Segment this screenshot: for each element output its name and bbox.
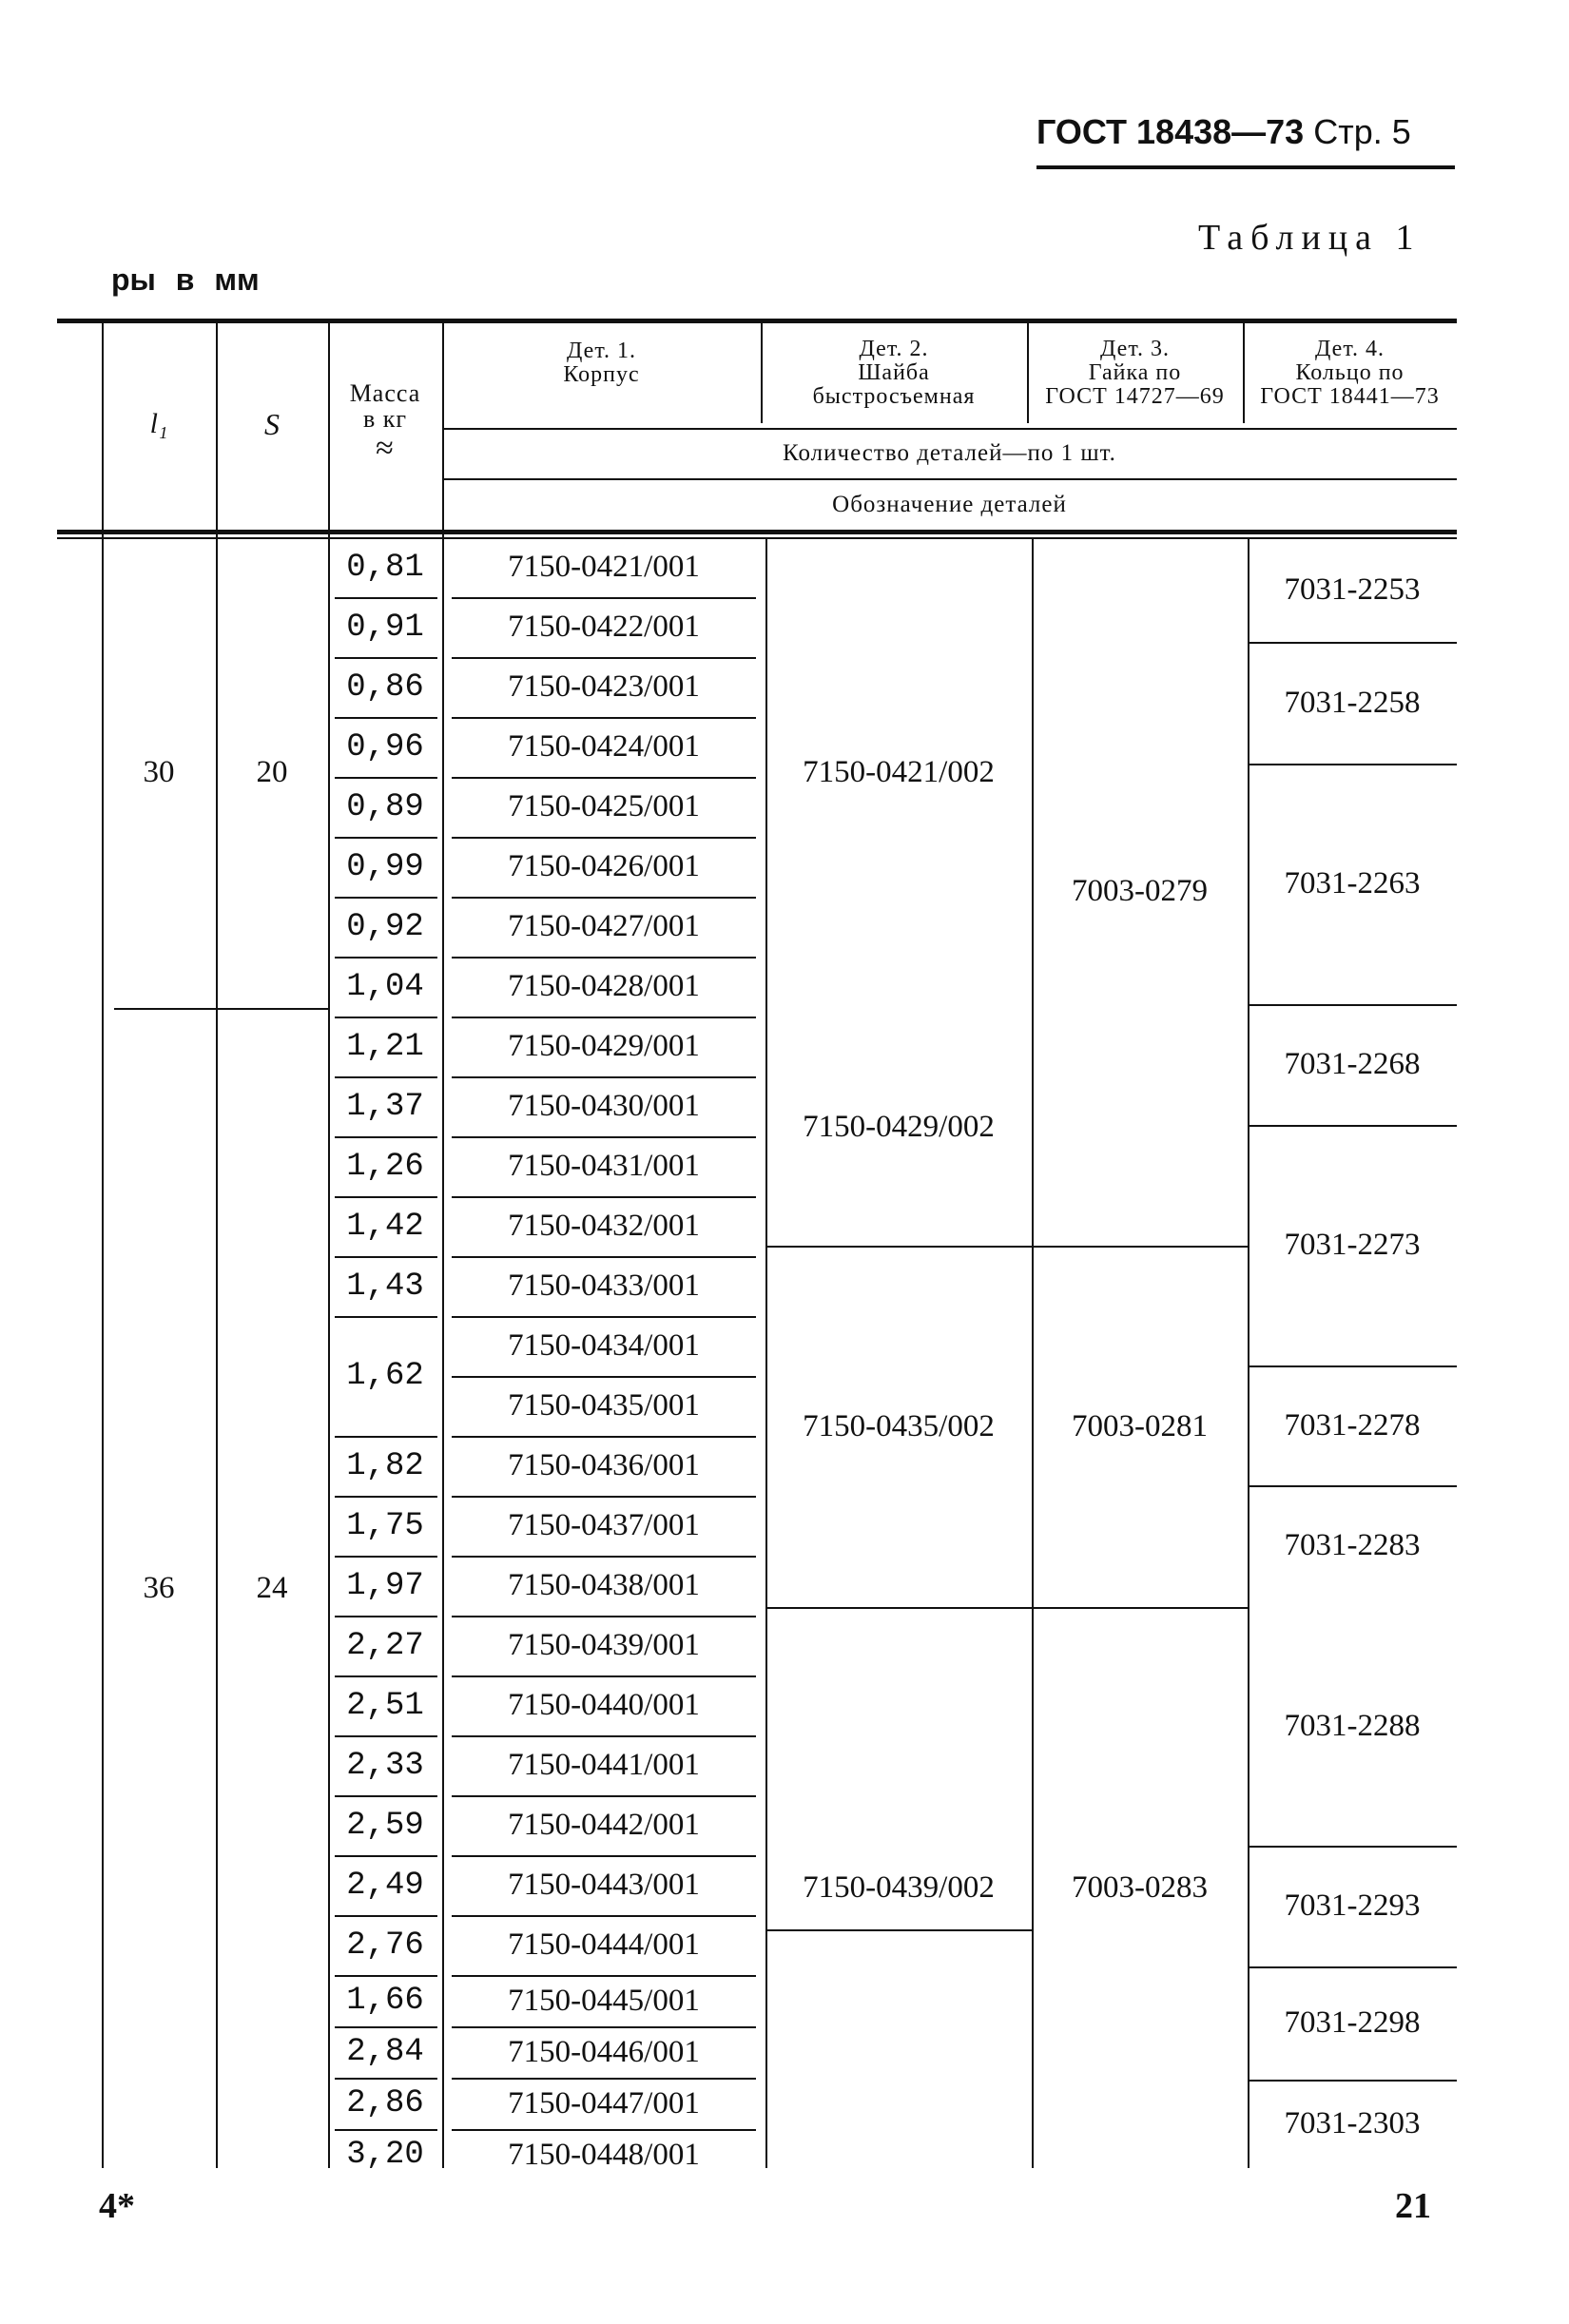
mass-cell: 1,62 (346, 1358, 424, 1394)
body-cell: 7150-0443/001 (508, 1868, 700, 1902)
mass-cell: 0,91 (346, 609, 424, 646)
mass-cell: 2,84 (346, 2034, 424, 2070)
nut-value: 7003-0279 (1072, 874, 1208, 908)
ring-value: 7031-2253 (1284, 571, 1421, 607)
group-l1: 36 (143, 1570, 175, 1605)
table-label: Таблица 1 (1198, 218, 1422, 258)
body-cell: 7150-0440/001 (508, 1688, 700, 1722)
ring-value: 7031-2288 (1284, 1708, 1421, 1743)
mass-header-approx: ≈ (376, 431, 395, 467)
washer-value: 7150-0429/002 (803, 1109, 995, 1144)
ring-value: 7031-2268 (1284, 1047, 1421, 1081)
mass-cell: 1,04 (346, 968, 424, 1005)
col-header-mass (328, 366, 442, 480)
body-cell: 7150-0446/001 (508, 2034, 700, 2069)
mass-cell: 0,86 (346, 668, 424, 706)
mass-cell: 1,37 (346, 1088, 424, 1125)
det1-header-line1: Дет. 1. (567, 339, 636, 363)
mass-cell: 2,33 (346, 1747, 424, 1784)
mass-cell: 2,76 (346, 1927, 424, 1964)
mass-cell: 1,43 (346, 1268, 424, 1305)
body-cell: 7150-0437/001 (508, 1508, 700, 1542)
det4-header-line1: Дет. 4. (1315, 337, 1385, 361)
ring-value: 7031-2303 (1284, 2106, 1421, 2140)
ring-value: 7031-2278 (1284, 1407, 1421, 1443)
mass-cell: 0,96 (346, 728, 424, 765)
mass-cell: 1,82 (346, 1447, 424, 1484)
mass-cell: 1,75 (346, 1507, 424, 1544)
page-number: Стр. 5 (1313, 112, 1411, 151)
body-cell: 7150-0421/001 (508, 550, 700, 584)
quantity-row: Количество деталей—по 1 шт. (783, 440, 1116, 466)
mass-cell: 0,81 (346, 549, 424, 586)
det3-header-line1: Дет. 3. (1100, 337, 1170, 361)
ring-value: 7031-2298 (1284, 2005, 1421, 2040)
header-bottom-rule (57, 530, 1457, 534)
det1-header-line2: Корпус (563, 362, 640, 388)
body-cell: 7150-0432/001 (508, 1209, 700, 1243)
ring-value: 7031-2258 (1284, 685, 1421, 720)
mass-cell: 2,49 (346, 1867, 424, 1904)
mass-cell: 2,51 (346, 1687, 424, 1724)
body-cell: 7150-0431/001 (508, 1149, 700, 1183)
body-cell: 7150-0435/001 (508, 1388, 700, 1423)
mass-cell: 2,59 (346, 1807, 424, 1844)
mass-cell: 1,66 (346, 1983, 424, 2019)
body-cell: 7150-0441/001 (508, 1748, 700, 1782)
washer-value: 7150-0439/002 (803, 1869, 995, 1905)
col-header-l1: l₁ (149, 408, 168, 439)
ring-value: 7031-2263 (1284, 866, 1421, 901)
det2-header-line1: Дет. 2. (859, 337, 929, 361)
body-cell: 7150-0442/001 (508, 1808, 700, 1842)
group-s: 20 (256, 755, 288, 789)
body-cell: 7150-0424/001 (508, 729, 700, 764)
body-cell: 7150-0428/001 (508, 969, 700, 1003)
body-cell: 7150-0422/001 (508, 610, 700, 644)
body-cell: 7150-0436/001 (508, 1448, 700, 1482)
det2-header-line2: Шайба (858, 360, 930, 386)
body-cell: 7150-0445/001 (508, 1983, 700, 2018)
mass-cell: 0,92 (346, 908, 424, 945)
mass-cell: 1,97 (346, 1567, 424, 1604)
mass-header-line1: Масса (349, 378, 421, 407)
col-header-det4 (1243, 338, 1457, 423)
col-header-det3 (1027, 338, 1243, 423)
body-cell: 7150-0434/001 (508, 1328, 700, 1363)
footer-page-number: 21 (1395, 2186, 1431, 2226)
standard-title: ГОСТ 18438—73 (1036, 112, 1305, 151)
mass-cell: 2,86 (346, 2085, 424, 2121)
body-cell: 7150-0430/001 (508, 1089, 700, 1123)
group-l1: 30 (143, 755, 175, 789)
washer-value: 7150-0421/002 (803, 755, 995, 789)
body-cell: 7150-0433/001 (508, 1269, 700, 1303)
group-s: 24 (256, 1570, 288, 1605)
ring-value: 7031-2293 (1284, 1888, 1421, 1923)
det2-header-line3: быстросъемная (812, 384, 976, 410)
header-rule (1036, 165, 1455, 169)
ring-value: 7031-2283 (1284, 1528, 1421, 1562)
body-cell: 7150-0429/001 (508, 1029, 700, 1063)
parts-table (57, 319, 1457, 2173)
mass-cell: 1,26 (346, 1148, 424, 1185)
body-cell: 7150-0447/001 (508, 2085, 700, 2121)
body-cell: 7150-0425/001 (508, 789, 700, 823)
body-cell: 7150-0444/001 (508, 1927, 700, 1962)
col-header-det1 (442, 339, 761, 397)
body-cell: 7150-0438/001 (508, 1568, 700, 1602)
nut-value: 7003-0283 (1072, 1869, 1208, 1905)
body-cell: 7150-0426/001 (508, 849, 700, 883)
det4-header-line3: ГОСТ 18441—73 (1260, 384, 1440, 410)
mass-cell: 0,99 (346, 848, 424, 885)
ring-value: 7031-2273 (1284, 1228, 1421, 1262)
nut-value: 7003-0281 (1072, 1408, 1208, 1443)
units-fragment: ры в мм (111, 262, 260, 297)
mass-cell: 0,89 (346, 788, 424, 825)
det4-header-line2: Кольцо по (1295, 360, 1404, 386)
det3-header-line3: ГОСТ 14727—69 (1045, 384, 1225, 410)
body-cell: 7150-0427/001 (508, 909, 700, 943)
mass-cell: 1,21 (346, 1028, 424, 1065)
body-cell: 7150-0448/001 (508, 2137, 700, 2172)
col-header-s: S (264, 407, 280, 441)
mass-cell: 1,42 (346, 1208, 424, 1245)
footer-mark: 4* (99, 2186, 135, 2226)
document-header (1036, 112, 1411, 152)
body-cell: 7150-0423/001 (508, 669, 700, 704)
body-cell: 7150-0439/001 (508, 1628, 700, 1662)
det3-header-line2: Гайка по (1088, 360, 1182, 386)
col-header-det2 (761, 338, 1027, 423)
mass-cell: 3,20 (346, 2137, 424, 2173)
mass-header-line2: в кг (362, 405, 408, 434)
washer-value: 7150-0435/002 (803, 1408, 995, 1443)
mass-cell: 2,27 (346, 1627, 424, 1664)
designation-row: Обозначение деталей (832, 491, 1067, 517)
